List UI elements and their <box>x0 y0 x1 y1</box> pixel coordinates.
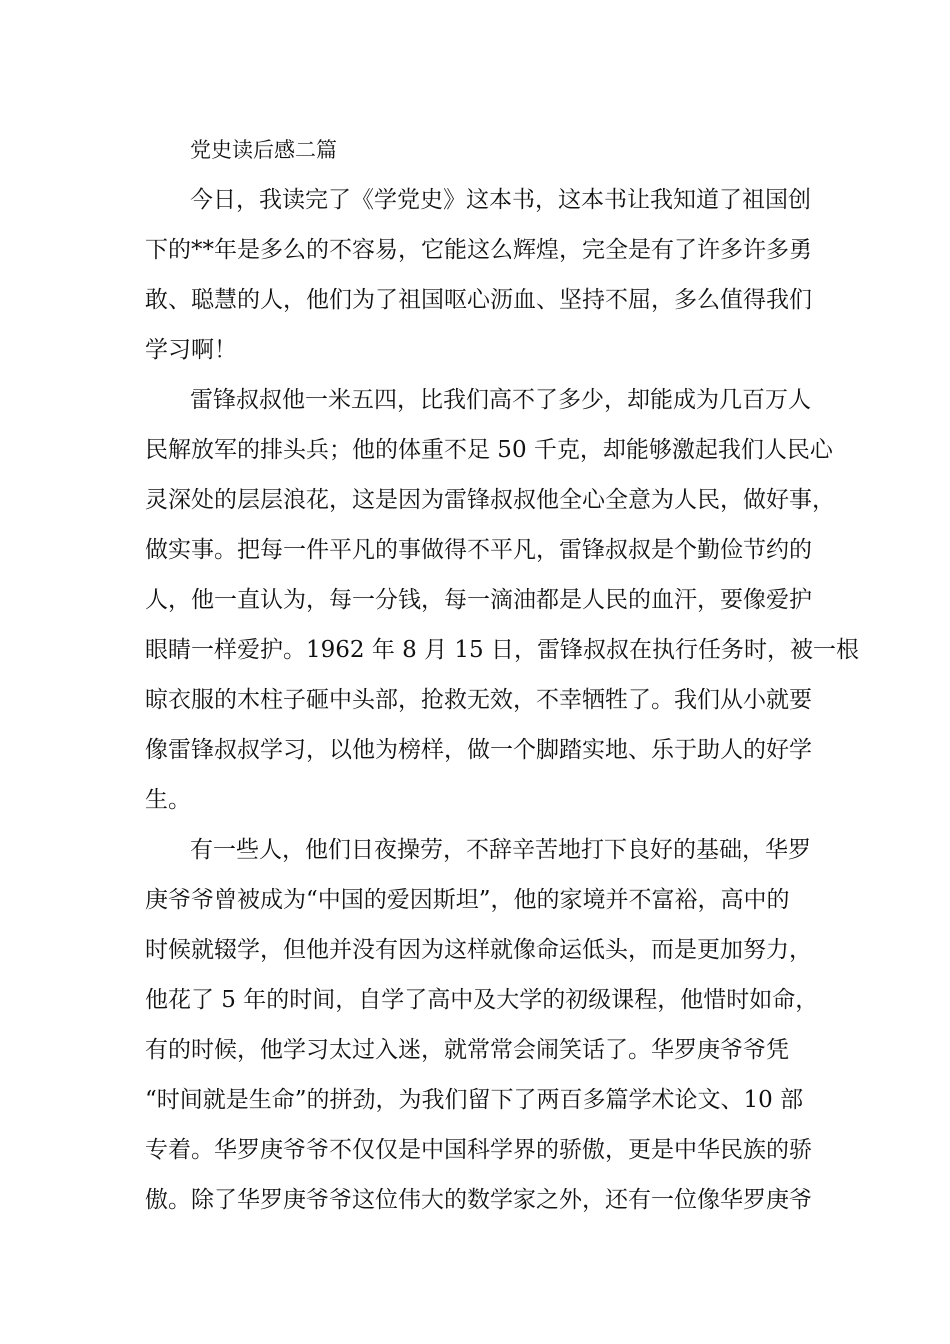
text-line: 民解放军的排头兵；他的体重不足 50 千克，却能够激起我们人民心 <box>145 437 833 463</box>
text-line: 今日，我读完了《学党史》这本书，这本书让我知道了祖国创 <box>190 187 811 213</box>
text-line: 晾衣服的木柱子砸中头部，抢救无效，不幸牺牲了。我们从小就要 <box>145 687 812 713</box>
text-line: 做实事。把每一件平凡的事做得不平凡，雷锋叔叔是个勤俭节约的 <box>145 537 812 563</box>
text-line: “时间就是生命”的拼劲，为我们留下了两百多篇学术论文、10 部 <box>145 1087 804 1113</box>
text-line: 时候就辍学，但他并没有因为这样就像命运低头，而是更加努力， <box>145 937 812 963</box>
text-line: 生。 <box>145 787 191 813</box>
text-line: 眼睛一样爱护。1962 年 8 月 15 日，雷锋叔叔在执行任务时，被一根 <box>145 637 859 663</box>
text-line: 学习啊！ <box>145 337 237 363</box>
text-line: 像雷锋叔叔学习，以他为榜样，做一个脚踏实地、乐于助人的好学 <box>145 737 812 763</box>
text-line: 敢、聪慧的人，他们为了祖国呕心沥血、坚持不屈，多么值得我们 <box>145 287 812 313</box>
text-line: 雷锋叔叔他一米五四，比我们高不了多少，却能成为几百万人 <box>190 387 811 413</box>
text-line: 庚爷爷曾被成为“中国的爱因斯坦”，他的家境并不富裕，高中的 <box>145 887 790 913</box>
text-line: 他花了 5 年的时间，自学了高中及大学的初级课程，他惜时如命， <box>145 987 819 1013</box>
document-title: 党史读后感二篇 <box>190 138 337 162</box>
text-line: 专着。华罗庚爷爷不仅仅是中国科学界的骄傲，更是中华民族的骄 <box>145 1137 812 1163</box>
text-line: 傲。除了华罗庚爷爷这位伟大的数学家之外，还有一位像华罗庚爷 <box>145 1187 812 1213</box>
text-line: 灵深处的层层浪花，这是因为雷锋叔叔他全心全意为人民，做好事， <box>145 487 835 513</box>
text-line: 下的**年是多么的不容易，它能这么辉煌，完全是有了许多许多勇 <box>145 237 812 263</box>
text-line: 有的时候，他学习太过入迷，就常常会闹笑话了。华罗庚爷爷凭 <box>145 1037 789 1063</box>
text-line: 人，他一直认为，每一分钱，每一滴油都是人民的血汗，要像爱护 <box>145 587 812 613</box>
text-line: 有一些人，他们日夜操劳，不辞辛苦地打下良好的基础，华罗 <box>190 837 811 863</box>
